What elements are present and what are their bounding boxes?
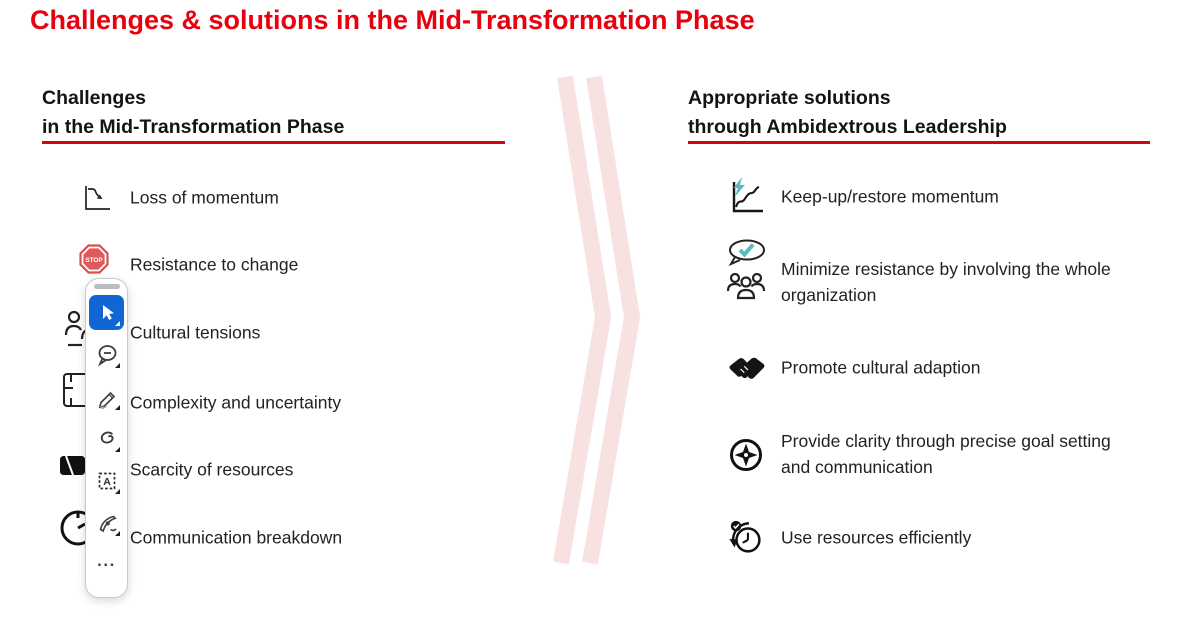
solution-label: Minimize resistance by involving the whole organization (781, 259, 1111, 305)
challenge-label: Resistance to change (130, 254, 299, 275)
select-tool-button[interactable] (89, 295, 124, 330)
solutions-heading-line1: Appropriate solutions (688, 87, 891, 109)
speech-check-people-icon (723, 238, 769, 304)
challenges-heading-line1: Challenges (42, 87, 147, 109)
solution-label: Provide clarity through precise goal setting and communication (781, 431, 1111, 477)
solution-item-resources (724, 521, 1164, 555)
challenge-item-communication (78, 521, 498, 555)
challenge-item-complexity (78, 386, 498, 420)
solution-item-momentum (724, 180, 1164, 214)
solution-item-minimize-resistance (724, 248, 1164, 316)
challenge-label: Scarcity of resources (130, 459, 294, 480)
comment-bubble-icon (95, 343, 119, 367)
stopwatch-check-icon (726, 517, 768, 559)
text-box-icon (95, 469, 119, 493)
handshake-icon (726, 354, 768, 384)
page-title: Challenges & solutions in the Mid-Transformation Phase (30, 5, 755, 35)
squiggle-icon (95, 427, 119, 451)
solutions-heading (688, 84, 1007, 142)
cursor-arrow-icon (97, 303, 117, 323)
sign-tool-button[interactable] (89, 505, 124, 540)
challenge-label: Loss of momentum (130, 187, 279, 208)
challenge-item-cultural-tensions (78, 316, 498, 350)
challenges-heading-underline (42, 141, 505, 144)
solutions-heading-underline (688, 141, 1150, 144)
fountain-pen-icon (95, 511, 119, 535)
solution-item-cultural-adaption (724, 351, 1164, 385)
chevron-arrow-graphic (520, 70, 680, 570)
solution-item-goal-clarity (724, 420, 1164, 488)
challenge-item-scarcity (78, 453, 498, 487)
svg-text:STOP: STOP (85, 256, 103, 264)
toolbar-drag-handle[interactable] (94, 284, 120, 289)
challenge-label: Cultural tensions (130, 322, 261, 343)
solutions-heading-line2: through Ambidextrous Leadership (688, 116, 1007, 138)
add-text-tool-button[interactable] (89, 463, 124, 498)
svg-text:A: A (102, 475, 111, 488)
challenge-item-loss-of-momentum (78, 181, 498, 215)
highlight-tool-button[interactable] (89, 421, 124, 456)
ellipsis-icon: ... (97, 550, 116, 570)
draw-tool-button[interactable] (89, 379, 124, 414)
declining-chart-icon (78, 180, 114, 216)
challenge-item-resistance (78, 248, 498, 282)
challenge-label: Complexity and uncertainty (130, 392, 342, 413)
compass-icon (726, 435, 766, 475)
pencil-icon (95, 385, 119, 409)
solution-label: Use resources efficiently (781, 527, 972, 548)
challenges-heading-line2: in the Mid-Transformation Phase (42, 116, 345, 138)
resources-icon (58, 453, 88, 479)
rising-chart-bolt-icon (724, 175, 768, 219)
stop-sign-icon (79, 244, 109, 274)
challenges-heading (42, 84, 344, 142)
challenge-label: Communication breakdown (130, 527, 343, 548)
annotation-toolbar (85, 278, 128, 598)
more-tools-button[interactable] (89, 547, 124, 582)
comment-tool-button[interactable] (89, 337, 124, 372)
solution-label: Promote cultural adaption (781, 357, 981, 378)
solution-label: Keep-up/restore momentum (781, 186, 999, 207)
